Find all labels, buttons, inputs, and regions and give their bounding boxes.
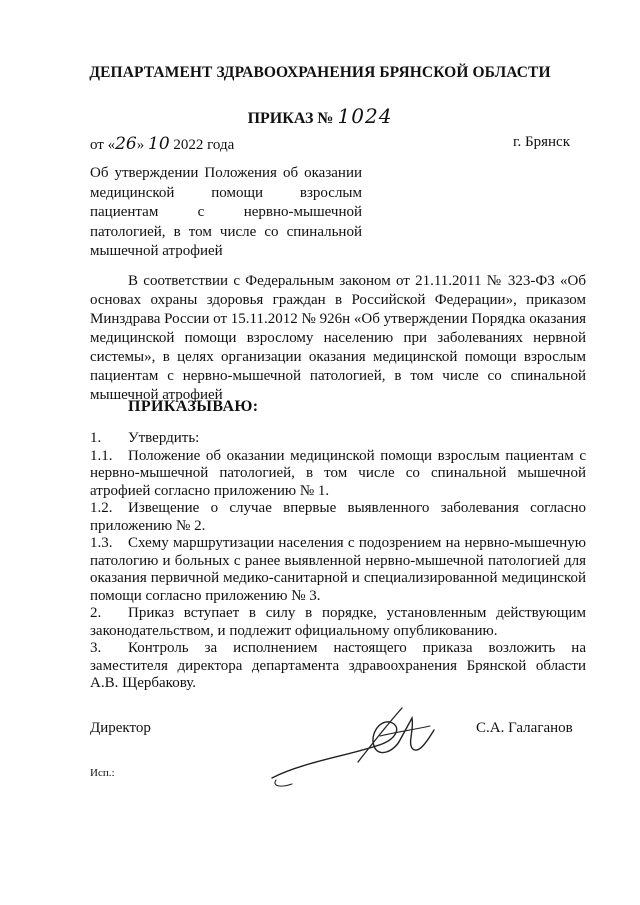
date-day-handwritten: 26 — [115, 134, 137, 154]
item-number: 2. — [90, 605, 102, 621]
date-mid: » — [136, 137, 148, 153]
item-text: Извещение о случае впервые выявленного заболевания согласно приложению № 2. — [90, 500, 586, 534]
department-title: ДЕПАРТАМЕНТ ЗДРАВООХРАНЕНИЯ БРЯНСКОЙ ОБЛАСТИ — [89, 64, 551, 81]
item-number: 1.3. — [90, 535, 113, 551]
preamble-paragraph: В соответствии с Федеральным законом от 21.11.2011 № 323-ФЗ «Об основах охраны здоровья граждан в Российской Федерации», приказом Минздрава России от 15.11.2012 № 926н «Об утверждении Порядка оказания медицинской помощи взрослому населению при заболеваниях нервной системы», в целях организации оказания медицинской помощи взрослым пациентам с нервно-мышечной патологией, в том числе со спинальной мышечной атрофией — [90, 273, 586, 403]
item-number: 1.2. — [90, 500, 113, 516]
order-items-list — [90, 430, 586, 693]
signatory-name: С.А. Галаганов — [476, 720, 573, 736]
list-item — [90, 430, 586, 448]
item-text: Положение об оказании медицинской помощи взрослым пациентам с нервно-мышечной патологией, в том числе со спинальной мышечной атрофией согласно приложению № 1. — [90, 447, 586, 499]
list-item — [90, 448, 586, 501]
list-item — [90, 500, 586, 535]
date-prefix: от « — [90, 137, 116, 153]
signatory-title: Директор — [90, 720, 151, 736]
order-subject: Об утверждении Положения об оказании медицинской помощи взрослым пациентам с нервно-мышечной патологией, в том числе со спинальной мышечной атрофией — [90, 165, 362, 259]
item-text: Контроль за исполнением настоящего приказа возложить на заместителя директора департамента здравоохранения Брянской области А.В. Щербакову. — [90, 640, 586, 691]
orders-heading: ПРИКАЗЫВАЮ: — [128, 398, 259, 415]
date-line — [90, 134, 570, 154]
handwritten-signature — [262, 700, 462, 810]
item-number: 1. — [90, 430, 102, 446]
item-text: Утвердить: — [128, 430, 200, 446]
order-label: ПРИКАЗ № — [247, 110, 334, 127]
item-number: 3. — [90, 640, 102, 656]
item-text: Схему маршрутизации населения с подозрением на нервно-мышечную патологию и больных с ранее выявленной нервно-мышечной патологией для оказания первичной медико-санитарной и специализированной медицинской помощи согласно приложению № 3. — [90, 535, 586, 604]
executor-label: Исп.: — [90, 767, 115, 779]
item-number: 1.1. — [90, 447, 113, 464]
date-month-handwritten: 10 — [148, 134, 170, 154]
date-year: 2022 года — [169, 137, 235, 153]
list-item — [90, 605, 586, 640]
list-item — [90, 640, 586, 693]
order-heading — [0, 104, 640, 128]
city: г. Брянск — [513, 134, 570, 150]
list-item — [90, 535, 586, 605]
order-number-handwritten: 1024 — [337, 104, 393, 128]
item-text: Приказ вступает в силу в порядке, установленным действующим законодательством, и подлежит официальному опубликованию. — [90, 605, 586, 639]
